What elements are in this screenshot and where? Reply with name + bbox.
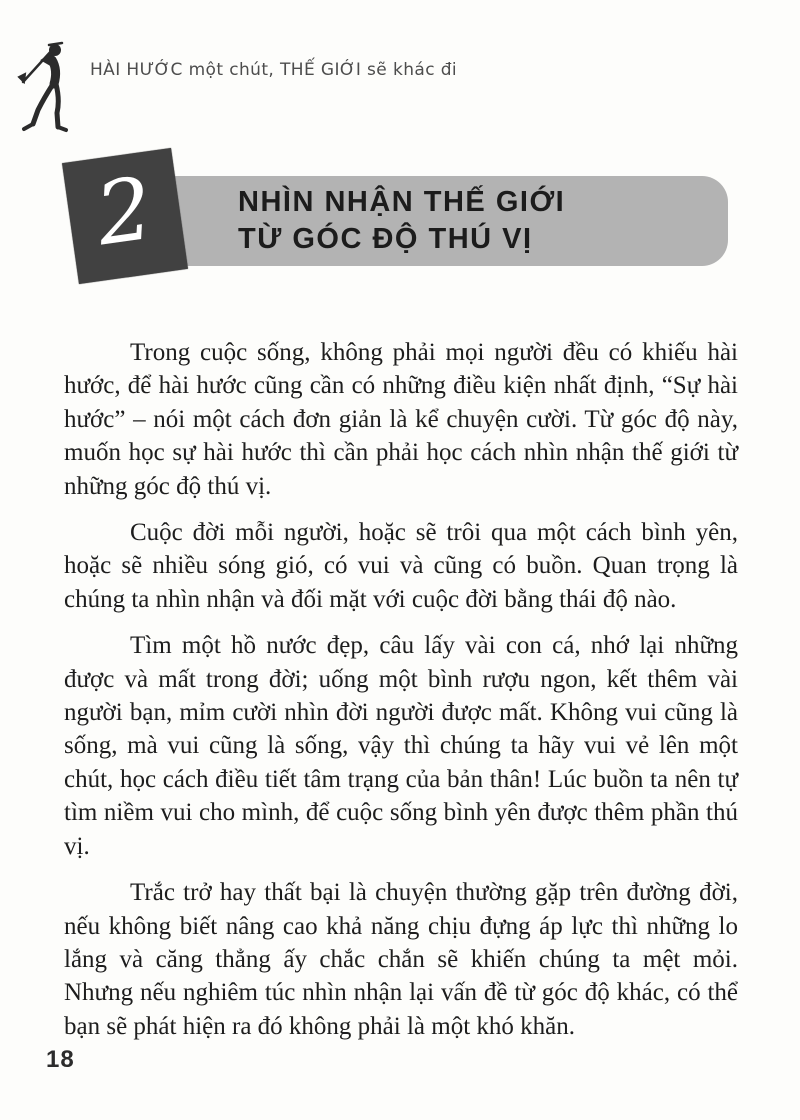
paragraph-2: Cuộc đời mỗi người, hoặc sẽ trôi qua một cách bình yên, hoặc sẽ nhiều sóng gió, có vui và cũng có buồn. Quan trọng là chúng ta nhìn nhận và đối mặt với cuộc đời bằng thái độ nào. — [64, 519, 738, 613]
chapter-number: 2 — [90, 158, 159, 266]
chapter-title-banner — [152, 176, 728, 266]
chapter-body — [64, 336, 738, 1056]
running-header-title: HÀI HƯỚC một chút, THẾ GIỚI sẽ khác đi — [90, 60, 458, 80]
chapter-title-line2: TỪ GÓC ĐỘ THÚ VỊ — [238, 223, 533, 255]
page-number: 18 — [46, 1046, 75, 1073]
chapter-title-line1: NHÌN NHẬN THẾ GIỚI — [238, 186, 566, 218]
chapter-number-box — [62, 148, 188, 284]
paragraph-1: Trong cuộc sống, không phải mọi người đều có khiếu hài hước, để hài hước cũng cần có những điều kiện nhất định, “Sự hài hước” – nói một cách đơn giản là kể chuyện cười. Từ góc độ này, muốn học sự hài hước thì cần phải học cách nhìn nhận thế giới từ những góc độ thú vị. — [64, 339, 738, 500]
paragraph-4: Trắc trở hay thất bại là chuyện thường gặp trên đường đời, nếu không biết nâng cao khả năng chịu đựng áp lực thì những lo lắng và căng thẳng ấy chắc chắn sẽ khiến chúng ta mệt mỏi. Nhưng nếu nghiêm túc nhìn nhận lại vấn đề từ góc độ khác, có thể bạn sẽ phát hiện ra đó không phải là một khó khăn. — [64, 879, 738, 1040]
paragraph-3: Tìm một hồ nước đẹp, câu lấy vài con cá, nhớ lại những được và mất trong đời; uống một bình rượu ngon, kết thêm vài người bạn, mỉm cười nhìn đời người được mất. Không vui cũng là sống, mà vui cũng là sống, vậy thì chúng ta hãy vui vẻ lên một chút, học cách điều tiết tâm trạng của bản thân! Lúc buồn ta nên tự tìm niềm vui cho mình, để cuộc sống bình yên được thêm phần thú vị. — [64, 632, 738, 860]
golfer-icon — [16, 36, 78, 138]
